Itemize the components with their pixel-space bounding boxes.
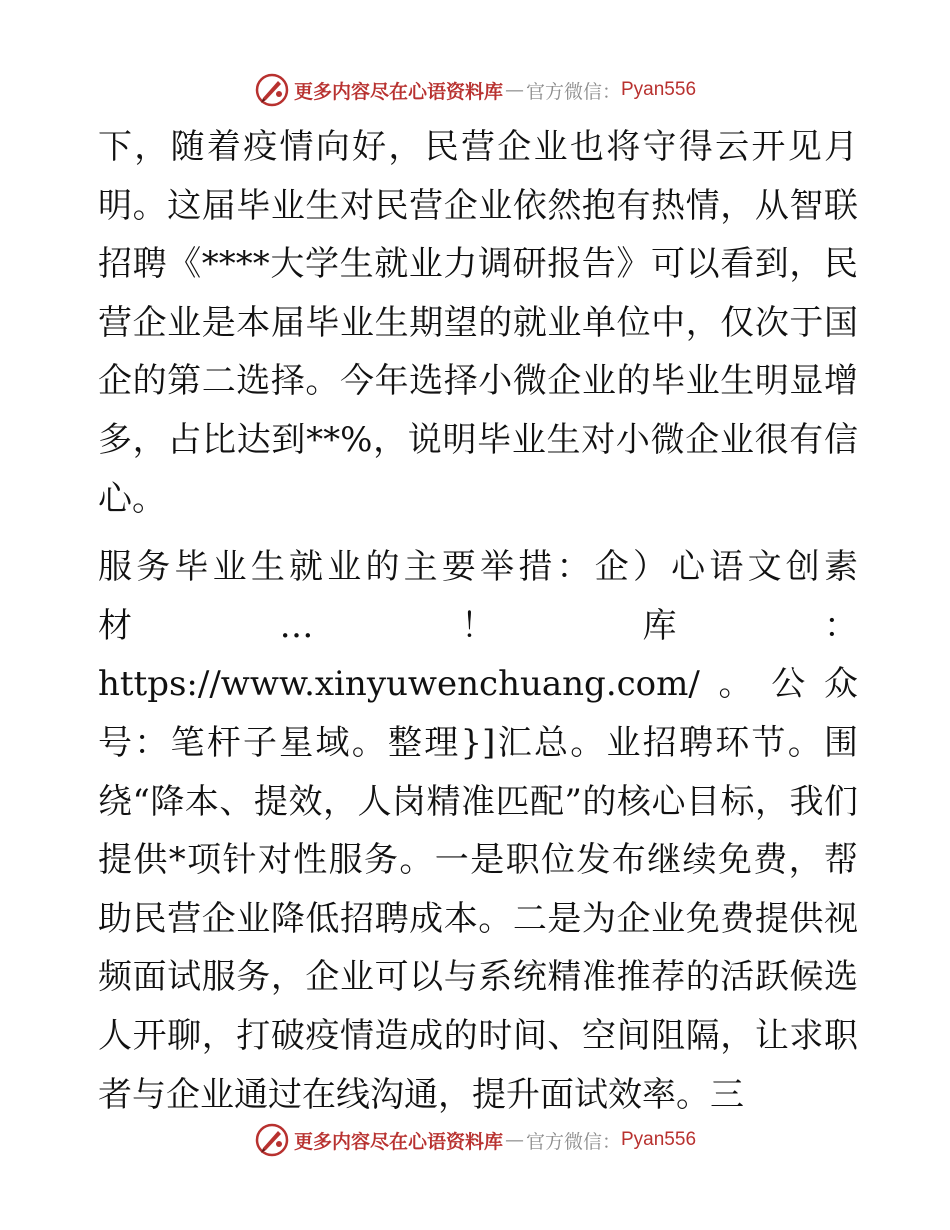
document-body	[98, 118, 858, 1124]
paragraph-2: 服务毕业生就业的主要举措：企）心语文创素材…！库：https://www.xinyuwenchuang.com/。公众号：笔杆子星域。整理}]汇总。业招聘环节。围绕“降本、提效，人岗精准匹配”的核心目标，我们提供*项针对性服务。一是职位发布继续免费，帮助民营企业降低招聘成本。二是为企业免费提供视频面试服务，企业可以与系统精准推荐的活跃候选人开聊，打破疫情造成的时间、空间阻隔，让求职者与企业通过在线沟通，提升面试效率。三	[98, 547, 858, 1115]
watermark-side-text: 官方微信：	[525, 1130, 621, 1153]
quill-pen-logo-icon	[254, 1122, 290, 1158]
watermark-main-text: 更多内容尽在心语资料库	[293, 1130, 503, 1153]
header-watermark	[0, 70, 950, 110]
paragraph-1: 下，随着疫情向好，民营企业也将守得云开见月明。这届毕业生对民营企业依然抱有热情，从智联招聘《****大学生就业力调研报告》可以看到，民营企业是本届毕业生期望的就业单位中，仅次于国企的第二选择。今年选择小微企业的毕业生明显增多，占比达到**%，说明毕业生对小微企业很有信心。	[98, 127, 858, 519]
watermark-side-text: 官方微信：	[525, 80, 621, 103]
watermark-id: Pyan556	[621, 79, 697, 100]
watermark-id: Pyan556	[621, 1129, 697, 1150]
watermark-separator: —	[504, 1129, 524, 1151]
watermark-main-text: 更多内容尽在心语资料库	[293, 80, 503, 103]
quill-pen-logo-icon	[254, 72, 290, 108]
footer-watermark	[0, 1120, 950, 1160]
watermark-separator: —	[504, 79, 524, 101]
